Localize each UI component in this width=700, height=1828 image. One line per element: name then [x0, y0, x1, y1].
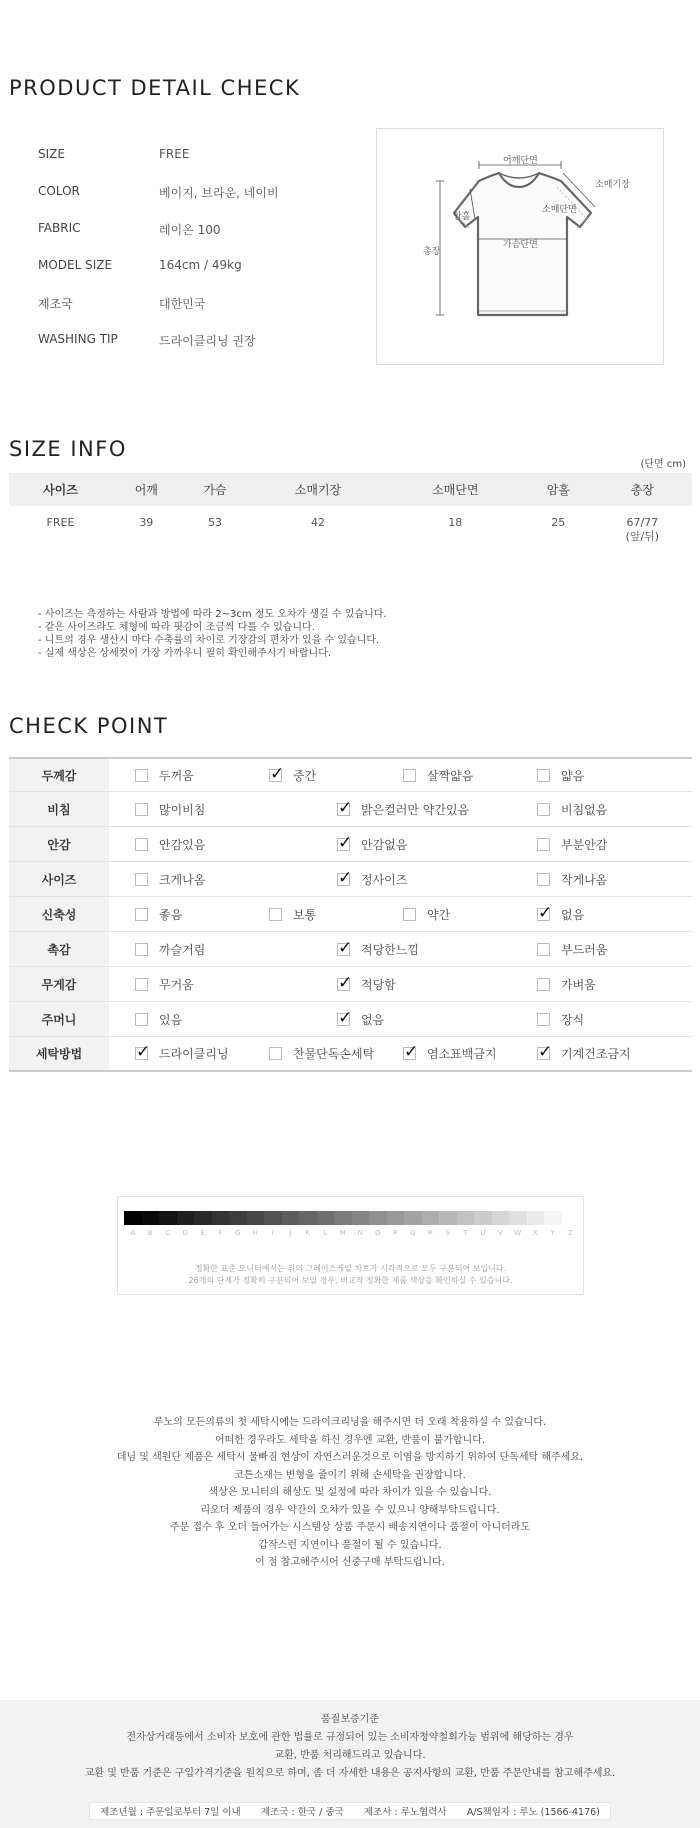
- grayscale-letter: F: [218, 1229, 223, 1237]
- detail-key: WASHING TIP: [38, 332, 118, 346]
- check-point-option-text: 드라이클리닝: [159, 1047, 229, 1061]
- grayscale-swatch: [194, 1211, 212, 1225]
- size-notes: [38, 608, 387, 660]
- check-point-option[interactable]: [537, 932, 607, 966]
- check-point-option-text: 기계건조금지: [561, 1047, 631, 1061]
- checkbox-icon[interactable]: [537, 1013, 550, 1026]
- grayscale-swatch: [334, 1211, 352, 1225]
- check-point-option[interactable]: [537, 1037, 631, 1070]
- check-point-row: [9, 967, 692, 1002]
- check-point-option[interactable]: [135, 1002, 182, 1036]
- care-line: 어떠한 경우라도 세탁을 하신 경우엔 교환, 반품이 불가합니다.: [214, 1434, 486, 1446]
- grayscale-letter: T: [463, 1229, 468, 1237]
- check-point-option-text: 없음: [361, 1012, 385, 1027]
- checkbox-icon[interactable]: [135, 978, 148, 991]
- manufacturer: 제조사 : 루노협력사: [363, 1807, 447, 1818]
- detail-row: [38, 184, 358, 204]
- check-point-option-text: 많이비침: [159, 802, 206, 817]
- size-cell: 53: [207, 516, 222, 529]
- grayscale-swatch: [282, 1211, 300, 1225]
- size-cell: 18: [448, 516, 463, 529]
- check-point-option[interactable]: [135, 827, 205, 861]
- detail-value: 대한민국: [159, 297, 206, 311]
- chest-label: 가슴단면: [503, 240, 538, 250]
- note-line: - 같은 사이즈라도 체형에 따라 핏감이 조금씩 다를 수 있습니다.: [38, 622, 315, 633]
- check-point-option-text: 약간: [427, 907, 451, 922]
- checked-checkbox-icon[interactable]: [269, 769, 282, 782]
- check-point-option-text: 부드러움: [561, 942, 608, 957]
- check-point-option-text: 보통: [293, 907, 317, 922]
- note-line: - 실제 색상은 상세컷이 가장 가까우니 필히 확인해주시기 바랍니다.: [38, 648, 332, 659]
- grayscale-swatch: [317, 1211, 335, 1225]
- grayscale-letter: O: [374, 1229, 381, 1237]
- grayscale-swatch: [299, 1211, 317, 1225]
- grayscale-letter: U: [480, 1229, 486, 1237]
- grayscale-chart: [117, 1196, 584, 1295]
- care-line: 루노의 모든의류의 첫 세탁시에는 드라이크리닝을 해주시면 더 오래 착용하실 수 있습니다.: [153, 1417, 547, 1428]
- checkbox-icon[interactable]: [537, 943, 550, 956]
- grayscale-swatch: [369, 1211, 387, 1225]
- size-header-cell: 소매단면: [387, 473, 524, 506]
- check-point-option[interactable]: [135, 862, 205, 896]
- check-point-label: 비침: [9, 792, 109, 826]
- check-point-option[interactable]: [537, 1002, 584, 1036]
- checked-checkbox-icon[interactable]: [337, 803, 350, 816]
- checked-checkbox-icon[interactable]: [537, 908, 550, 921]
- check-point-option[interactable]: [403, 897, 450, 931]
- grayscale-letter: H: [252, 1229, 258, 1237]
- check-point-label: 세탁방법: [9, 1037, 109, 1070]
- as-contact: A/S책임자 : 루노 (1566-4176): [466, 1807, 600, 1818]
- footer-line: 교환 및 반품 기준은 구입가격기준을 원칙으로 하며, 좀 더 자세한 내용은 공지사항의 교환, 반품 주문안내를 참고해주세요.: [84, 1768, 616, 1779]
- grayscale-letter: R: [427, 1229, 433, 1237]
- grayscale-letter: K: [305, 1229, 311, 1237]
- grayscale-letter: C: [165, 1229, 171, 1237]
- footer-line: 전자상거래등에서 소비자 보호에 관한 법률로 규정되어 있는 소비자청약철회가능 범위에 해당하는 경우: [126, 1732, 574, 1743]
- grayscale-swatch: [544, 1211, 562, 1225]
- check-point-option[interactable]: [135, 792, 205, 826]
- check-point-label: 무게감: [9, 967, 109, 1001]
- check-point-row: [9, 792, 692, 827]
- checkbox-icon[interactable]: [135, 769, 148, 782]
- check-point-option-text: 얇음: [561, 768, 585, 783]
- check-point-label: 두께감: [9, 759, 109, 791]
- checkbox-icon[interactable]: [537, 769, 550, 782]
- grayscale-letter: D: [182, 1229, 188, 1237]
- grayscale-swatch: [509, 1211, 527, 1225]
- check-point-option[interactable]: [537, 897, 584, 931]
- checkbox-icon[interactable]: [537, 978, 550, 991]
- grayscale-letter: X: [532, 1229, 538, 1237]
- grayscale-swatch: [229, 1211, 247, 1225]
- manufacture-date: 제조년월 : 주문일로부터 7일 이내: [100, 1807, 241, 1818]
- check-point-option-text: 적당한느낌: [361, 942, 419, 957]
- care-line: 이 점 참고해주시어 신중구매 부탁드립니다.: [255, 1557, 445, 1568]
- detail-row: [38, 332, 358, 352]
- checkbox-icon[interactable]: [135, 838, 148, 851]
- checkbox-icon[interactable]: [269, 908, 282, 921]
- checkbox-icon[interactable]: [135, 803, 148, 816]
- grayscale-letter: B: [147, 1229, 153, 1237]
- check-point-option[interactable]: [135, 1037, 229, 1070]
- check-point-option-text: 까슬거림: [159, 942, 206, 957]
- footer-info-bar: [89, 1802, 611, 1820]
- length-label: 총장: [423, 247, 441, 257]
- check-point-option-text: 무거움: [159, 977, 194, 992]
- sleeve-width-label: 소매단면: [542, 205, 577, 215]
- check-point-row: [9, 932, 692, 967]
- grayscale-swatch: [387, 1211, 405, 1225]
- product-detail-title: PRODUCT DETAIL CHECK: [9, 76, 301, 100]
- shoulder-label: 어깨단면: [503, 156, 538, 166]
- detail-key: COLOR: [38, 184, 80, 198]
- check-point-option[interactable]: [135, 759, 194, 791]
- check-point-label: 촉감: [9, 932, 109, 966]
- grayscale-swatch: [247, 1211, 265, 1225]
- detail-key: 제조국: [38, 297, 73, 311]
- check-point-option[interactable]: [403, 1037, 497, 1070]
- note-line: - 사이즈는 측정하는 사람과 방법에 따라 2~3cm 정도 오차가 생길 수 있습니다.: [38, 609, 387, 620]
- detail-row: [38, 147, 358, 167]
- unit-note: (단면 cm): [640, 459, 686, 470]
- grayscale-letter: V: [497, 1229, 503, 1237]
- grayscale-letter: M: [339, 1229, 346, 1237]
- checkbox-icon[interactable]: [135, 873, 148, 886]
- check-point-row: [9, 1037, 692, 1072]
- grayscale-letter: E: [200, 1229, 205, 1237]
- check-point-option[interactable]: [537, 862, 607, 896]
- check-point-option[interactable]: [337, 862, 407, 896]
- armhole-label: 암홀: [453, 212, 471, 222]
- check-point-option[interactable]: [537, 967, 596, 1001]
- grayscale-letter: J: [289, 1229, 292, 1237]
- check-point-option[interactable]: [135, 932, 205, 966]
- check-point-option[interactable]: [537, 792, 607, 826]
- grayscale-swatch: [124, 1211, 142, 1225]
- grayscale-letter: N: [357, 1229, 363, 1237]
- size-header-cell: 사이즈: [9, 473, 112, 506]
- size-table: [9, 473, 692, 551]
- care-line: 리오더 제품의 경우 약간의 오차가 있을 수 있으니 양해부탁드립니다.: [200, 1504, 500, 1516]
- detail-row: [38, 295, 358, 315]
- checkbox-icon[interactable]: [135, 908, 148, 921]
- grayscale-swatch: [457, 1211, 475, 1225]
- grayscale-swatch: [352, 1211, 370, 1225]
- grayscale-description: [118, 1263, 583, 1287]
- check-point-option[interactable]: [269, 897, 316, 931]
- check-point-option[interactable]: [135, 897, 182, 931]
- size-cell: 42: [310, 516, 325, 529]
- grayscale-swatch: [142, 1211, 160, 1225]
- checkbox-icon[interactable]: [403, 769, 416, 782]
- grayscale-letter: Y: [550, 1229, 555, 1237]
- check-point-option-text: 좋음: [159, 907, 183, 922]
- detail-key: SIZE: [38, 147, 65, 161]
- grayscale-swatch: [492, 1211, 510, 1225]
- grayscale-letter: W: [514, 1229, 522, 1237]
- check-point-label: 안감: [9, 827, 109, 861]
- table-row: [9, 506, 692, 551]
- grayscale-swatch: [212, 1211, 230, 1225]
- size-header-cell: 소매기장: [249, 473, 386, 506]
- check-point-title: CHECK POINT: [9, 714, 169, 738]
- grayscale-letter: S: [445, 1229, 450, 1237]
- detail-key: MODEL SIZE: [38, 258, 113, 272]
- grayscale-swatch: [562, 1211, 580, 1225]
- checked-checkbox-icon[interactable]: [337, 873, 350, 886]
- care-line: 주문 접수 후 오더 들어가는 시스템상 상품 주문시 배송지연이나 품절이 아니더라도: [169, 1522, 531, 1533]
- detail-value: FREE: [159, 147, 190, 161]
- check-point-option-text: 가벼움: [561, 977, 596, 992]
- grayscale-text-line: 26개의 단계가 정확히 구분되어 보일 경우, 비교적 정확한 제품 색상을 확인하실 수 있습니다.: [188, 1276, 513, 1285]
- grayscale-letter: G: [235, 1229, 241, 1237]
- grayscale-text-line: 정확한 표준 모니터에서는 위의 그레이스케일 차트가 시각적으로 모두 구분되어 보입니다.: [194, 1264, 507, 1273]
- check-point-option-text: 크게나옴: [159, 872, 206, 887]
- grayscale-bar: [124, 1211, 579, 1225]
- footer-text: [0, 1711, 700, 1783]
- check-point-label: 신축성: [9, 897, 109, 931]
- grayscale-letter: Z: [567, 1229, 573, 1237]
- grayscale-letter: I: [271, 1229, 274, 1237]
- quality-footer: [0, 1700, 700, 1828]
- check-point-option[interactable]: [403, 759, 473, 791]
- size-cell: 67/77 (앞/뒤): [625, 516, 660, 543]
- checkbox-icon[interactable]: [269, 1047, 282, 1060]
- grayscale-swatch: [404, 1211, 422, 1225]
- grayscale-swatch: [439, 1211, 457, 1225]
- checked-checkbox-icon[interactable]: [337, 838, 350, 851]
- check-point-option-text: 안감있음: [159, 837, 206, 852]
- detail-row: [38, 258, 358, 278]
- checked-checkbox-icon[interactable]: [403, 1047, 416, 1060]
- check-point-option[interactable]: [537, 759, 584, 791]
- check-point-option[interactable]: [337, 827, 407, 861]
- size-header-cell: 암홀: [524, 473, 593, 506]
- check-point-option[interactable]: [337, 932, 419, 966]
- check-point-option[interactable]: [269, 1037, 374, 1070]
- footer-line: 교환, 반품 처리해드리고 있습니다.: [274, 1750, 426, 1761]
- grayscale-swatch: [177, 1211, 195, 1225]
- check-point-option[interactable]: [269, 759, 316, 791]
- care-line: 코튼소재는 변형을 줄이기 위해 손세탁을 권장합니다.: [234, 1469, 466, 1481]
- check-point-table: [9, 757, 692, 1072]
- care-notes: [0, 1414, 700, 1572]
- detail-value: 레이온 100: [159, 223, 221, 237]
- size-info-title: SIZE INFO: [9, 437, 127, 461]
- checkbox-icon[interactable]: [135, 1013, 148, 1026]
- check-point-option-text: 안감없음: [361, 837, 408, 852]
- size-cell: 39: [139, 516, 154, 529]
- country-of-origin: 제조국 : 한국 / 중국: [260, 1807, 344, 1818]
- check-point-label: 주머니: [9, 1002, 109, 1036]
- check-point-option-text: 염소표백금지: [427, 1047, 497, 1061]
- checked-checkbox-icon[interactable]: [337, 943, 350, 956]
- check-point-option-text: 정사이즈: [361, 872, 408, 887]
- check-point-option-text: 비침없음: [561, 802, 608, 817]
- check-point-option-text: 장식: [561, 1012, 585, 1027]
- grayscale-swatch: [264, 1211, 282, 1225]
- care-line: 색상은 모니터의 해상도 및 설정에 따라 차이가 있을 수 있습니다.: [208, 1487, 492, 1498]
- sleeve-length-label: 소매기장: [595, 180, 630, 190]
- check-point-label: 사이즈: [9, 862, 109, 896]
- check-point-row: [9, 827, 692, 862]
- check-point-option-text: 찬물단독손세탁: [293, 1047, 375, 1061]
- checkbox-icon[interactable]: [537, 873, 550, 886]
- size-header-cell: 총장: [593, 473, 692, 506]
- check-point-option[interactable]: [337, 792, 469, 826]
- grayscale-swatch: [527, 1211, 545, 1225]
- size-header-cell: 가슴: [181, 473, 250, 506]
- checked-checkbox-icon[interactable]: [537, 1047, 550, 1060]
- grayscale-swatch: [422, 1211, 440, 1225]
- care-line: 갑작스런 지연이나 품절이 될 수 있습니다.: [258, 1539, 442, 1551]
- check-point-row: [9, 1002, 692, 1037]
- detail-row: [38, 221, 358, 241]
- tshirt-measurement-diagram: [376, 128, 664, 365]
- grayscale-swatch: [159, 1211, 177, 1225]
- check-point-option-text: 밝은컬러만 약간있음: [361, 802, 470, 817]
- check-point-option[interactable]: [337, 967, 396, 1001]
- check-point-option-text: 두꺼움: [159, 768, 194, 783]
- check-point-row: [9, 862, 692, 897]
- checkbox-icon[interactable]: [537, 803, 550, 816]
- detail-value: 164cm / 49kg: [159, 258, 242, 272]
- checkbox-icon[interactable]: [537, 838, 550, 851]
- checked-checkbox-icon[interactable]: [337, 1013, 350, 1026]
- checkbox-icon[interactable]: [135, 943, 148, 956]
- detail-value: 드라이클리닝 권장: [159, 334, 256, 348]
- check-point-option-text: 작게나옴: [561, 872, 608, 887]
- checkbox-icon[interactable]: [403, 908, 416, 921]
- check-point-option[interactable]: [135, 967, 194, 1001]
- grayscale-letter: Q: [409, 1229, 416, 1237]
- size-header-cell: 어깨: [112, 473, 181, 506]
- grayscale-letter: P: [393, 1229, 398, 1237]
- checked-checkbox-icon[interactable]: [135, 1047, 148, 1060]
- grayscale-swatch: [474, 1211, 492, 1225]
- detail-value: 베이지, 브라운, 네이비: [159, 186, 279, 200]
- size-table-header: [9, 473, 692, 506]
- detail-key: FABRIC: [38, 221, 81, 235]
- care-line: 데님 및 색원단 제품은 세탁시 물빠짐 현상이 자연스러운것으로 이염을 방지하기 위하여 단독세탁 해주세요.: [116, 1452, 584, 1463]
- check-point-option-text: 있음: [159, 1012, 183, 1027]
- size-cell: 25: [551, 516, 566, 529]
- size-cell: FREE: [46, 516, 75, 529]
- check-point-row: [9, 897, 692, 932]
- check-point-option-text: 없음: [561, 907, 585, 922]
- grayscale-letter: A: [130, 1229, 136, 1237]
- note-line: - 니트의 경우 생산시 마다 수축률의 차이로 기장감의 편차가 있을 수 있습니다.: [38, 635, 380, 646]
- check-point-option-text: 중간: [293, 768, 317, 783]
- check-point-option-text: 적당함: [361, 977, 396, 992]
- check-point-row: [9, 757, 692, 792]
- footer-heading: 품질보증기준: [321, 1714, 379, 1725]
- grayscale-letter: L: [323, 1229, 328, 1237]
- check-point-option[interactable]: [337, 1002, 384, 1036]
- check-point-option[interactable]: [537, 827, 607, 861]
- checked-checkbox-icon[interactable]: [337, 978, 350, 991]
- grayscale-letters: [124, 1229, 579, 1237]
- check-point-option-text: 부분안감: [561, 837, 608, 852]
- check-point-option-text: 살짝얇음: [427, 768, 474, 783]
